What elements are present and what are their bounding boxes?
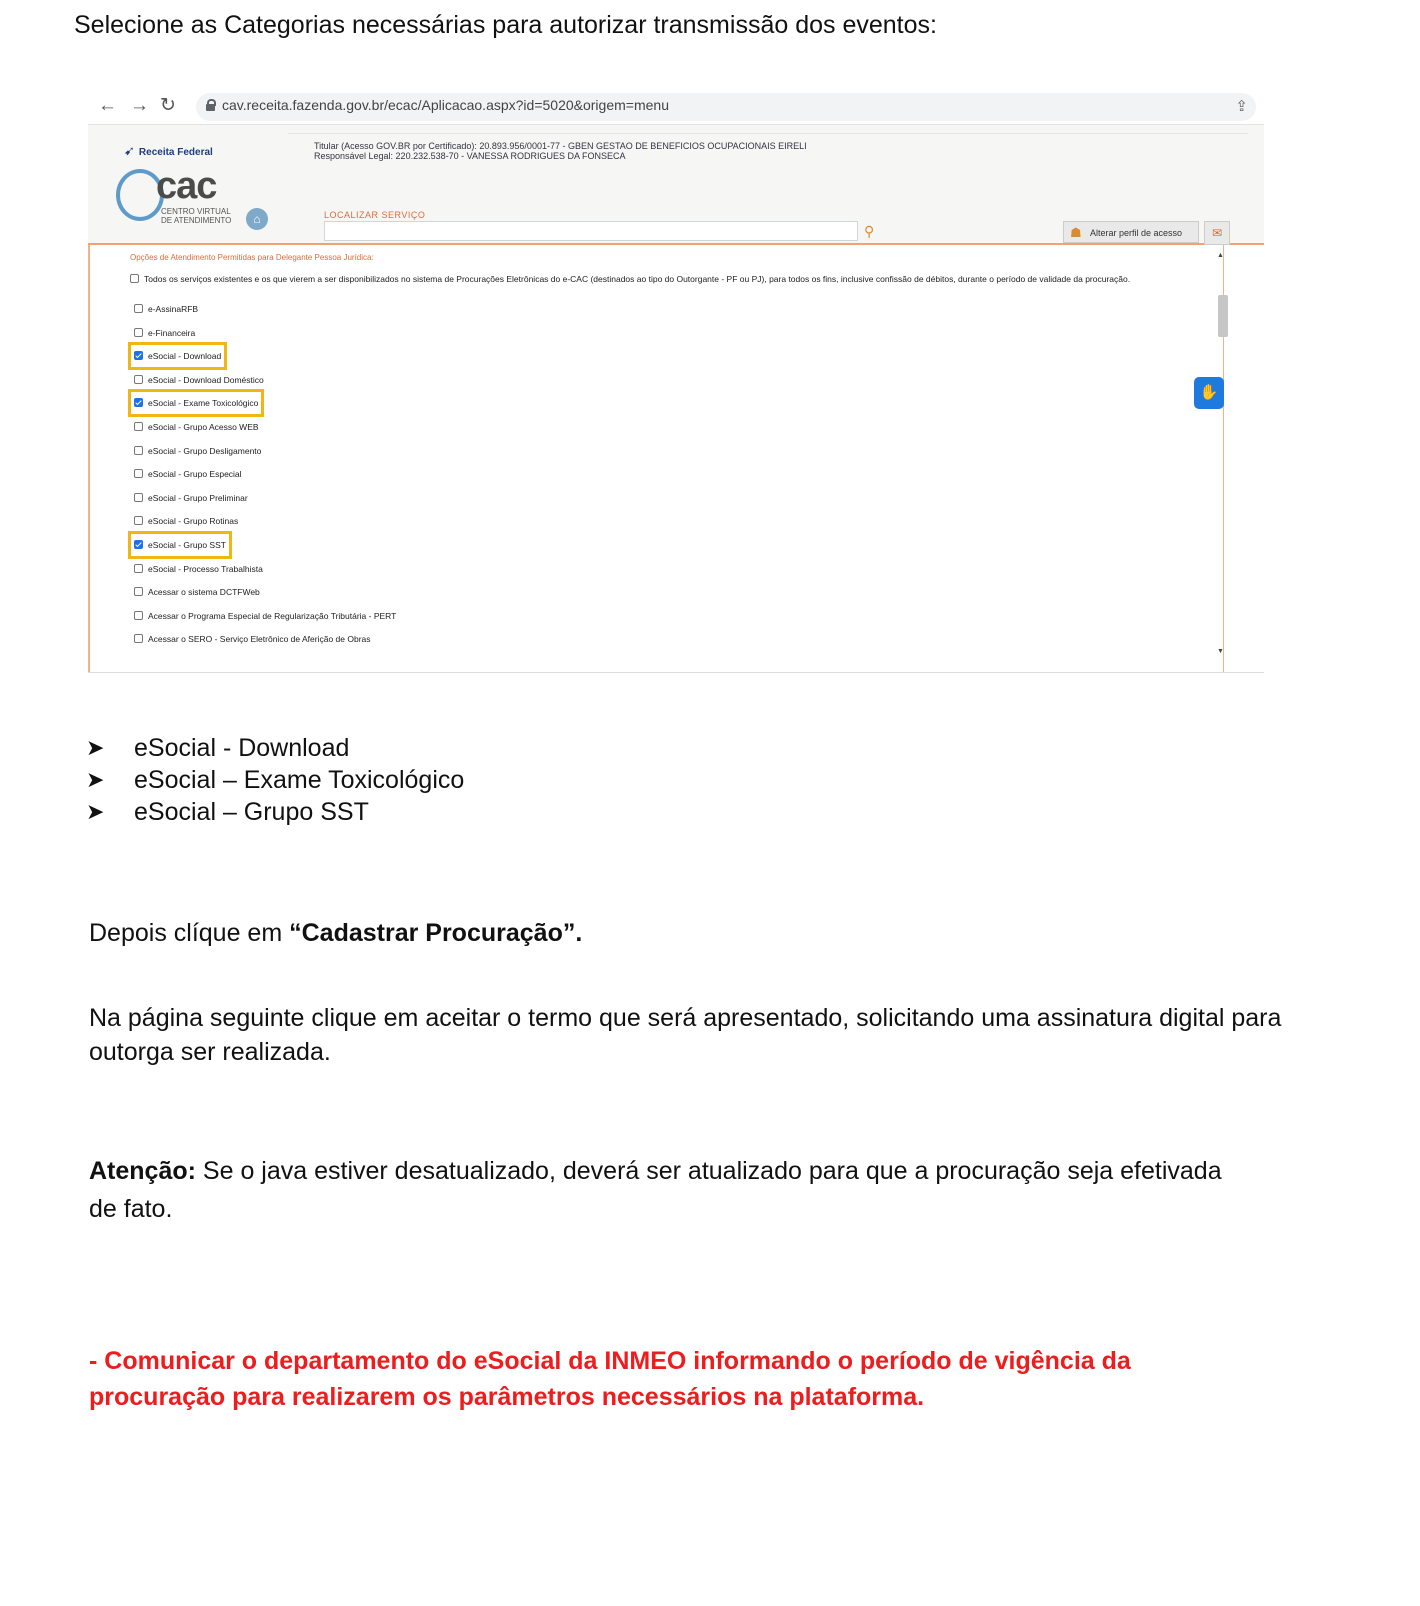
option-row[interactable] (134, 537, 226, 553)
attention-note (89, 1152, 1249, 1228)
address-bar[interactable] (196, 93, 1256, 121)
option-row[interactable] (134, 419, 259, 435)
option-label: Acessar o SERO - Serviço Eletrônico de Aferição de Obras (148, 634, 371, 644)
search-icon[interactable]: ⚲ (864, 223, 875, 239)
checkbox-checked[interactable] (134, 540, 143, 549)
checkbox[interactable] (134, 375, 143, 384)
alterar-perfil-button[interactable] (1063, 221, 1199, 243)
alert-note: - Comunicar o departamento do eSocial da INMEO informando o período de vigência da procuração para realizarem os parâmetros necessários na plataforma. (89, 1347, 1131, 1411)
checkbox[interactable] (134, 328, 143, 337)
checkbox-checked[interactable] (134, 398, 143, 407)
search-input[interactable] (324, 221, 858, 241)
checkbox[interactable] (134, 587, 143, 596)
arrow-left-icon[interactable]: ← (98, 95, 117, 116)
checkbox[interactable] (134, 516, 143, 525)
option-row[interactable] (134, 466, 242, 482)
option-row[interactable] (134, 631, 371, 647)
selected-categories-list (86, 732, 464, 828)
url-text: cav.receita.fazenda.gov.br/ecac/Aplicacao.aspx?id=5020&origem=menu (222, 97, 669, 113)
alterar-label: Alterar perfil de acesso (1090, 228, 1183, 238)
attention-label: Atenção: (89, 1157, 196, 1185)
scroll-down-icon[interactable]: ▼ (1217, 648, 1224, 655)
titular-info (314, 141, 807, 161)
lock-icon (206, 99, 215, 110)
option-label: eSocial - Grupo SST (148, 540, 226, 550)
option-label: eSocial - Download (148, 351, 222, 361)
option-row[interactable] (134, 301, 198, 317)
checkbox[interactable] (134, 446, 143, 455)
todos-checkbox[interactable] (130, 274, 139, 283)
option-label: e-AssinaRFB (148, 304, 199, 314)
list-item-text: eSocial - Download (134, 734, 350, 762)
option-label: eSocial - Grupo Rotinas (148, 516, 239, 526)
mail-icon[interactable]: ✉ (1204, 221, 1230, 245)
option-row[interactable] (134, 513, 238, 529)
checkbox[interactable] (134, 564, 143, 573)
arrow-bullet-icon: ➤ (86, 799, 105, 824)
ecac-logo-subtitle (161, 207, 231, 225)
option-row[interactable] (134, 561, 263, 577)
share-icon[interactable]: ⇪ (1235, 98, 1248, 115)
option-label: Acessar o sistema DCTFWeb (148, 587, 260, 597)
users-icon: ☗ (1070, 225, 1082, 240)
option-label: eSocial - Grupo Preliminar (148, 493, 248, 503)
receita-federal-logo (124, 143, 213, 159)
option-row[interactable] (134, 584, 260, 600)
checkbox[interactable] (134, 611, 143, 620)
brand-text: Receita Federal (138, 147, 213, 158)
page-heading: Selecione as Categorias necessárias para autorizar transmissão dos eventos: (74, 11, 937, 39)
responsavel-line: Responsável Legal: 220.232.538-70 - VANESSA RODRIGUES DA FONSECA (314, 151, 626, 161)
option-label: eSocial - Grupo Desligamento (148, 446, 262, 456)
logo-sub-line: DE ATENDIMENTO (161, 216, 232, 225)
option-label: Acessar o Programa Especial de Regularização Tributária - PERT (148, 611, 397, 621)
checkbox-checked[interactable] (134, 351, 143, 360)
home-icon[interactable]: ⌂ (246, 208, 268, 230)
search-label: LOCALIZAR SERVIÇO (324, 210, 426, 220)
browser-toolbar (88, 90, 1264, 125)
list-item (86, 732, 464, 764)
todos-label: Todos os serviços existentes e os que vierem a ser disponibilizados no sistema de Procurações Eletrônicas do e-CAC (destinados ao tipo do Outorgante - PF ou PJ), para todos os fins, inclusive confissão de débitos, durante o período de validade da procuração. (144, 274, 1131, 284)
scrollbar-thumb[interactable] (1218, 295, 1228, 337)
todos-option[interactable] (130, 273, 1190, 285)
options-title: Opções de Atendimento Permitidas para Delegante Pessoa Jurídica: (130, 253, 374, 262)
option-label: e-Financeira (148, 328, 196, 338)
option-row[interactable] (134, 372, 264, 388)
option-row[interactable] (134, 325, 195, 341)
option-label: eSocial - Grupo Acesso WEB (148, 422, 259, 432)
option-label: eSocial - Processo Trabalhista (148, 564, 263, 574)
checkbox[interactable] (134, 422, 143, 431)
bird-icon: ➹ (124, 143, 135, 158)
option-row[interactable] (134, 348, 221, 364)
option-row[interactable] (134, 490, 248, 506)
ecac-logo (116, 165, 256, 229)
checkbox[interactable] (134, 304, 143, 313)
checkbox[interactable] (134, 634, 143, 643)
ecac-header (88, 125, 1264, 245)
option-label: eSocial - Exame Toxicológico (148, 398, 259, 408)
reload-icon[interactable]: ↻ (160, 95, 176, 116)
option-row[interactable] (134, 443, 261, 459)
titular-line: Titular (Acesso GOV.BR por Certificado): 20.893.956/0001-77 - GBEN GESTAO DE BENEFICIOS OCUPACIONAIS EIRELI (314, 141, 807, 151)
accessibility-hands-icon[interactable]: ✋ (1194, 377, 1224, 409)
arrow-bullet-icon: ➤ (86, 735, 105, 760)
option-row[interactable] (134, 608, 396, 624)
menu-strip (288, 125, 1248, 134)
list-item (86, 796, 464, 828)
list-item-text: eSocial – Grupo SST (134, 798, 369, 826)
ecac-logo-word: cac (156, 165, 217, 207)
logo-sub-line: CENTRO VIRTUAL (161, 207, 231, 216)
instruction-cadastrar (89, 916, 582, 950)
options-panel (88, 245, 1225, 672)
list-item-text: eSocial – Exame Toxicológico (134, 766, 465, 794)
instruction-bold: “Cadastrar Procuração”. (289, 919, 583, 947)
attention-text: Se o java estiver desatualizado, deverá ser atualizado para que a procuração seja efetivada de fato. (89, 1157, 1222, 1223)
instruction-aceitar: Na página seguinte clique em aceitar o termo que será apresentado, solicitando uma assinatura digital para outorga ser realizada. (89, 1004, 1282, 1066)
arrow-right-icon[interactable]: → (130, 95, 149, 116)
instruction-text: Depois clíque em (89, 919, 290, 947)
checkbox[interactable] (134, 493, 143, 502)
scrollbar-track[interactable] (1224, 245, 1264, 672)
ecac-screenshot (88, 90, 1264, 673)
option-label: eSocial - Grupo Especial (148, 469, 242, 479)
option-row[interactable] (134, 395, 258, 411)
option-label: eSocial - Download Doméstico (148, 375, 264, 385)
scroll-up-icon[interactable]: ▲ (1217, 252, 1224, 259)
checkbox[interactable] (134, 469, 143, 478)
arrow-bullet-icon: ➤ (86, 767, 105, 792)
list-item (86, 764, 464, 796)
